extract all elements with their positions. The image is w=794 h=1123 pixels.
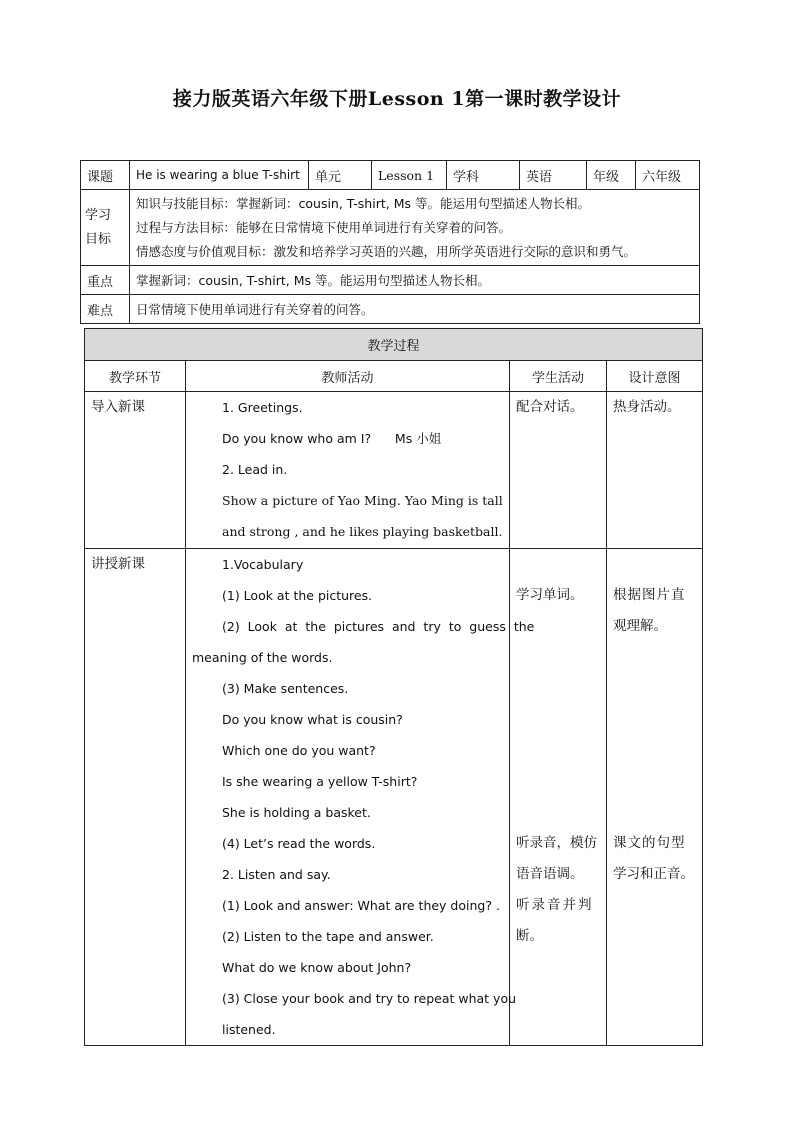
list-item: 课文的句型 bbox=[613, 835, 686, 851]
col-stage: 教学环节 bbox=[85, 361, 186, 392]
list-item: meaning of the words. bbox=[192, 650, 333, 665]
list-item: (2) Look at the pictures and try to guess the bbox=[222, 619, 535, 634]
list-item: 配合对话。 bbox=[516, 399, 584, 415]
key-value: 掌握新词：cousin, T-shirt, Ms 等。能运用句型描述人物长相。 bbox=[130, 266, 700, 295]
unit-label: 单元 bbox=[309, 161, 372, 190]
list-item: 2. Listen and say. bbox=[222, 867, 331, 882]
list-item: (1) Look and answer: What are they doing? . bbox=[222, 898, 500, 913]
stage-new: 讲授新课 bbox=[85, 549, 186, 1046]
stage-intro: 导入新课 bbox=[85, 392, 186, 549]
list-item: (3) Make sentences. bbox=[222, 681, 349, 696]
list-item: listened. bbox=[222, 1022, 276, 1037]
list-item: 断。 bbox=[516, 928, 543, 944]
goal-method: 过程与方法目标：能够在日常情境下使用单词进行有关穿着的问答。 bbox=[136, 219, 512, 235]
col-intent: 设计意图 bbox=[607, 361, 703, 392]
goals-label bbox=[81, 190, 130, 266]
list-item: 1.Vocabulary bbox=[222, 557, 304, 572]
grade-label: 年级 bbox=[587, 161, 636, 190]
list-item: (1) Look at the pictures. bbox=[222, 588, 373, 603]
list-item: 听录音并判 bbox=[516, 897, 594, 913]
subject-value: 英语 bbox=[520, 161, 587, 190]
list-item: Do you know what is cousin? bbox=[222, 712, 403, 727]
teacher-new bbox=[186, 549, 535, 1046]
difficulty-value: 日常情境下使用单词进行有关穿着的问答。 bbox=[130, 295, 700, 324]
topic-value: He is wearing a blue T-shirt bbox=[130, 161, 309, 190]
list-item: She is holding a basket. bbox=[222, 805, 371, 820]
list-item: 2. Lead in. bbox=[222, 462, 288, 477]
list-item: Is she wearing a yellow T-shirt? bbox=[222, 774, 418, 789]
page-title: 接力版英语六年级下册Lesson 1第一课时教学设计 bbox=[172, 88, 622, 110]
list-item: 学习和正音。 bbox=[613, 866, 694, 882]
list-item: 听录音，模仿 bbox=[516, 835, 597, 851]
list-item: 热身活动。 bbox=[613, 399, 681, 415]
student-intro bbox=[510, 392, 607, 549]
goal-attitude: 情感态度与价值观目标：激发和培养学习英语的兴趣，用所学英语进行交际的意识和勇气。 bbox=[136, 243, 637, 259]
info-table bbox=[80, 160, 700, 324]
list-item: 语音语调。 bbox=[516, 866, 584, 882]
intent-new bbox=[607, 549, 703, 1046]
list-item: 1. Greetings. bbox=[222, 400, 303, 415]
topic-label: 课题 bbox=[81, 161, 130, 190]
process-header: 教学过程 bbox=[85, 329, 703, 361]
col-student: 学生活动 bbox=[510, 361, 607, 392]
unit-value: Lesson 1 bbox=[372, 161, 447, 190]
goals-cell bbox=[130, 190, 700, 266]
list-item: (2) Listen to the tape and answer. bbox=[222, 929, 434, 944]
goal-knowledge: 知识与技能目标：掌握新词：cousin, T-shirt, Ms 等。能运用句型描述人物长相。 bbox=[136, 195, 590, 211]
list-item: 观理解。 bbox=[613, 618, 667, 634]
grade-value: 六年级 bbox=[636, 161, 700, 190]
teacher-intro bbox=[186, 392, 510, 549]
list-item: 学习单词。 bbox=[516, 587, 584, 603]
table-row bbox=[85, 549, 703, 1046]
subject-label: 学科 bbox=[447, 161, 520, 190]
goals-label-text: 学习目标 bbox=[85, 207, 112, 247]
list-item: (4) Let’s read the words. bbox=[222, 836, 376, 851]
difficulty-label: 难点 bbox=[81, 295, 130, 324]
list-item: What do we know about John? bbox=[222, 960, 412, 975]
col-teacher: 教师活动 bbox=[186, 361, 510, 392]
list-item: Do you know who am I? Ms 小姐 bbox=[222, 431, 442, 446]
list-item: and strong , and he likes playing basketball. bbox=[222, 524, 503, 539]
process-table bbox=[84, 328, 703, 1046]
list-item: (3) Close your book and try to repeat what you bbox=[222, 991, 517, 1006]
key-label: 重点 bbox=[81, 266, 130, 295]
list-item: 根据图片直 bbox=[613, 587, 686, 603]
table-row bbox=[85, 392, 703, 549]
intent-intro bbox=[607, 392, 703, 549]
list-item: Show a picture of Yao Ming. Yao Ming is tall bbox=[222, 493, 503, 508]
list-item: Which one do you want? bbox=[222, 743, 376, 758]
